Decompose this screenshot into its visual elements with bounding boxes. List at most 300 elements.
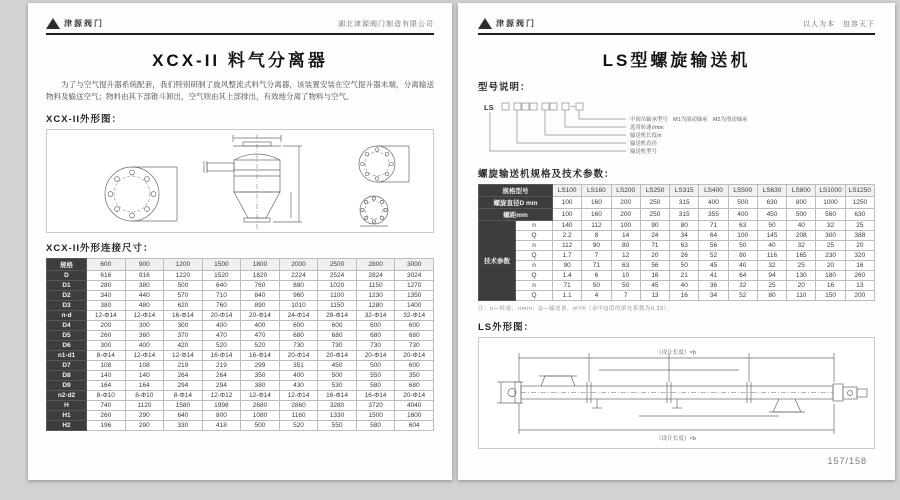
tech-value-cell: 94 [757,271,786,281]
tech-value-cell: 71 [553,281,582,291]
tech-value-cell: 41 [699,271,728,281]
table-header-row [47,258,434,270]
spec-value-cell: 630 [757,197,786,209]
dim-value-cell: 290 [125,420,164,430]
tech-value-cell: 52 [728,291,757,301]
dim-value-cell: 350 [241,370,280,380]
dim-label-cell: D [47,270,87,280]
dim-value-cell: 3720 [356,400,395,410]
dim-value-cell: 2824 [356,270,395,280]
dim-value-cell: 8-Φ14 [87,350,126,360]
spec-value-cell: LS630 [757,185,786,197]
dim-value-cell: 1230 [356,290,395,300]
size-header-cell: 1800 [241,258,280,270]
table-row [47,420,434,430]
dim-value-cell: 960 [279,290,318,300]
table-row [479,185,875,197]
tech-value-cell: 20 [845,241,874,251]
dim-value-cell: 20-Φ14 [279,350,318,360]
table-row [47,400,434,410]
dim-label-cell: D8 [47,370,87,380]
pitch-label-cell: 螺距mm [479,209,553,221]
dim-value-cell: 16-Φ14 [356,390,395,400]
dim-value-cell: 620 [164,300,203,310]
tech-value-cell: 16 [845,261,874,271]
tech-value-cell: 90 [553,261,582,271]
table-row [479,209,875,221]
dim-value-cell: 380 [241,380,280,390]
dim-value-cell: 1280 [356,300,395,310]
tech-value-cell: 12 [611,251,640,261]
dim-value-cell: 360 [125,330,164,340]
catalog-page-right [458,3,895,480]
table-row [47,370,434,380]
dim-value-cell: 1220 [164,270,203,280]
dim-value-cell: 12-Φ14 [125,310,164,320]
table-row [47,290,434,300]
dim-value-cell: 800 [202,410,241,420]
model-explain-label: 型号说明： [478,82,531,93]
table-row [479,231,875,241]
table-row [479,197,875,209]
spec-value-cell: 200 [611,197,640,209]
spec-value-cell: LS315 [670,185,699,197]
logo-triangle-icon [46,18,60,29]
dim-value-cell: 604 [395,420,434,430]
dim-value-cell: 916 [125,270,164,280]
tech-value-cell: 260 [845,271,874,281]
spec-value-cell: 315 [670,209,699,221]
tech-value-cell: 21 [670,271,699,281]
model-corner-cell: 规格型号 [479,185,553,197]
spec-value-cell: LS1000 [816,185,845,197]
spec-value-cell: 100 [553,209,582,221]
spec-value-cell: 450 [757,209,786,221]
dim-label-cell: D7 [47,360,87,370]
page-title: LS型螺旋输送机 [602,51,751,70]
dim-value-cell: 140 [87,370,126,380]
tech-value-cell: 320 [845,251,874,261]
dim-value-cell: 300 [125,320,164,330]
dim-value-cell: 400 [241,320,280,330]
spec-value-cell: 355 [699,209,728,221]
dim-label-cell: H1 [47,410,87,420]
tech-value-cell: 63 [611,261,640,271]
table-row [47,340,434,350]
tech-value-cell: 20 [640,251,669,261]
dim-value-cell: 32-Φ14 [356,310,395,320]
tech-value-cell: 100 [728,231,757,241]
tech-value-cell: 10 [611,271,640,281]
dim-value-cell: 20-Φ14 [202,310,241,320]
dim-value-cell: 890 [241,300,280,310]
tech-value-cell: 100 [611,221,640,231]
outline-drawing-label: XCX-II外形图： [46,113,122,125]
size-header-cell: 900 [125,258,164,270]
tech-value-cell: 50 [670,261,699,271]
spec-value-cell: 400 [728,209,757,221]
tech-value-cell: 230 [816,251,845,261]
dim-value-cell: 351 [279,360,318,370]
dim-value-cell: 600 [395,360,434,370]
nq-label-cell: n [516,281,553,291]
dim-value-cell: 580 [356,420,395,430]
spec-value-cell: 800 [787,197,816,209]
dim-value-cell: 12-Φ14 [279,390,318,400]
tech-value-cell: 1.7 [553,251,582,261]
dim-value-cell: 108 [125,360,164,370]
dim-value-cell: 340 [87,290,126,300]
tech-value-cell: 50 [757,221,786,231]
dim-value-cell: 20-Φ14 [395,390,434,400]
dim-value-cell: 264 [164,370,203,380]
tech-value-cell: 25 [845,221,874,231]
tech-value-cell: 90 [582,241,611,251]
spec-value-cell: LS400 [699,185,728,197]
dim-value-cell: 1998 [202,400,241,410]
spec-value-cell: 560 [816,209,845,221]
spec-value-cell: 100 [553,197,582,209]
dim-value-cell: 1820 [241,270,280,280]
tech-value-cell: 140 [553,221,582,231]
spec-value-cell: 160 [582,209,611,221]
dim-value-cell: 16-Φ14 [164,310,203,320]
dim-value-cell: 440 [125,290,164,300]
tech-value-cell: 20 [787,281,816,291]
dim-value-cell: 640 [164,410,203,420]
spec-header-cell: 规格 [47,258,87,270]
dimensions-table [46,258,434,431]
dim-value-cell: 680 [279,330,318,340]
dim-value-cell: 20-Φ14 [356,350,395,360]
table-row [479,221,875,231]
conveyor-drawing-svg [479,338,874,448]
spec-value-cell: LS200 [611,185,640,197]
dim-value-cell: 760 [241,280,280,290]
table-row [479,271,875,281]
dim-value-cell: 500 [318,370,357,380]
tech-value-cell: 110 [787,291,816,301]
dim-value-cell: 1160 [279,410,318,420]
size-header-cell: 3000 [395,258,434,270]
tech-value-cell: 165 [787,251,816,261]
dim-value-cell: 710 [202,290,241,300]
dim-value-cell: 1120 [125,400,164,410]
dim-value-cell: 164 [87,380,126,390]
dim-label-cell: n2-d2 [47,390,87,400]
dim-value-cell: 380 [125,280,164,290]
tech-value-cell: 8 [582,231,611,241]
model-code-diagram [478,97,875,159]
dim-label-cell: D2 [47,290,87,300]
tech-value-cell: 7 [582,251,611,261]
tech-value-cell: 145 [757,231,786,241]
dim-value-cell: 280 [87,280,126,290]
dim-value-cell: 20-Φ14 [395,350,434,360]
dim-label-cell: D1 [47,280,87,290]
dim-value-cell: 219 [164,360,203,370]
dim-label-cell: D9 [47,380,87,390]
dim-value-cell: 570 [164,290,203,300]
brand-name: 津源阀门 [496,19,536,28]
dim-label-cell: D4 [47,320,87,330]
tech-value-cell: 7 [611,291,640,301]
tech-value-cell: 63 [728,221,757,231]
nq-label-cell: Q [516,271,553,281]
tech-value-cell: 52 [699,251,728,261]
dim-value-cell: 300 [164,320,203,330]
nq-label-cell: Q [516,231,553,241]
model-diagram-svg [478,97,875,159]
dim-value-cell: 16-Φ14 [318,390,357,400]
dim-value-cell: 470 [241,330,280,340]
dim-value-cell: 290 [125,410,164,420]
dim-value-cell: 20-Φ14 [241,310,280,320]
dims-table-label: XCX-II外形连接尺寸： [46,242,154,254]
nq-label-cell: Q [516,291,553,301]
dim-value-cell: 418 [202,420,241,430]
design-length-top-caption: （设计长度）×b [656,350,696,356]
spec-value-cell: LS800 [787,185,816,197]
tech-value-cell: 180 [816,271,845,281]
tech-value-cell: 25 [816,241,845,251]
tech-value-cell: 14 [611,231,640,241]
slogan-text: 以人为本 包容天下 [803,21,875,28]
dim-value-cell: 12-Φ12 [202,390,241,400]
dim-value-cell: 196 [87,420,126,430]
size-header-cell: 1200 [164,258,203,270]
brand-logo [46,18,104,29]
dim-value-cell: 520 [279,420,318,430]
spec-value-cell: LS100 [553,185,582,197]
tech-value-cell: 16 [816,281,845,291]
dim-value-cell: 2860 [279,400,318,410]
dim-value-cell: 580 [356,380,395,390]
tech-value-cell: 34 [699,291,728,301]
tech-value-cell: 24 [640,231,669,241]
dim-value-cell: 264 [202,370,241,380]
table-row [47,320,434,330]
dim-value-cell: 480 [125,300,164,310]
tech-value-cell: 112 [582,221,611,231]
dim-value-cell: 330 [164,420,203,430]
dim-value-cell: 8-Φ14 [164,390,203,400]
dim-value-cell: 3280 [318,400,357,410]
spec-value-cell: 250 [640,197,669,209]
dim-value-cell: 470 [202,330,241,340]
dim-value-cell: 2224 [279,270,318,280]
dim-value-cell: 730 [318,340,357,350]
spec-value-cell: LS1250 [845,185,874,197]
page-header [478,9,875,35]
size-header-cell: 2500 [318,258,357,270]
table-row [47,410,434,420]
spec-value-cell: LS160 [582,185,611,197]
specs-table-label: 螺旋输送机规格及技术参数： [478,169,615,180]
dim-value-cell: 8-Φ10 [87,390,126,400]
tech-value-cell: 26 [670,251,699,261]
table-note: 注：n—转速，r/min；Q—输送量，m³/h（表中Q值的填充系数为0.33）。 [478,306,673,312]
model-item-speed: 选用转速r/min [630,125,664,131]
dim-value-cell: 2524 [318,270,357,280]
tech-value-cell: 388 [845,231,874,241]
spec-value-cell: 250 [640,209,669,221]
table-row [479,281,875,291]
table-row [479,261,875,271]
dim-value-cell: 294 [164,380,203,390]
intro-paragraph: 为了与空气提升器系统配套，我们特别研制了旋风整流式料气分离器，该装置安装在空气提升器末端，分离输送物料及输送空气；物料由其下部锥斗卸出，空气则由其上部排出，有效地分离了物料与空气。 [46,80,434,102]
spec-value-cell: 315 [670,197,699,209]
model-item-type: 输送机型号 [630,149,657,155]
table-row [47,360,434,370]
tech-value-cell: 13 [640,291,669,301]
dim-value-cell: 260 [87,330,126,340]
tech-value-cell: 13 [845,281,874,291]
dim-value-cell: 840 [241,290,280,300]
tech-value-cell: 25 [787,261,816,271]
spec-value-cell: 200 [611,209,640,221]
dim-value-cell: 500 [241,420,280,430]
dim-label-cell: D3 [47,300,87,310]
tech-value-cell: 50 [728,241,757,251]
dim-value-cell: 164 [125,380,164,390]
page-header [46,9,434,35]
dim-value-cell: 530 [318,380,357,390]
table-row [479,241,875,251]
nq-label-cell: Q [516,251,553,261]
tech-value-cell: 40 [757,241,786,251]
logo-triangle-icon [478,18,492,29]
dim-value-cell: 380 [87,300,126,310]
table-row [47,310,434,320]
dim-value-cell: 450 [318,360,357,370]
ls-outline-label: LS外形图： [478,322,535,333]
tech-value-cell: 34 [670,231,699,241]
dim-value-cell: 1500 [356,410,395,420]
dim-value-cell: 430 [279,380,318,390]
dim-value-cell: 600 [318,320,357,330]
spec-value-cell: 1250 [845,197,874,209]
tech-value-cell: 45 [699,261,728,271]
diameter-label-cell: 螺旋直径D mm [479,197,553,209]
tech-value-cell: 40 [787,221,816,231]
tech-value-cell: 71 [582,261,611,271]
dim-value-cell: 1520 [202,270,241,280]
tech-value-cell: 64 [728,271,757,281]
table-row [479,251,875,261]
tech-value-cell: 116 [757,251,786,261]
dim-value-cell: 350 [395,370,434,380]
dim-value-cell: 600 [279,320,318,330]
dim-value-cell: 520 [202,340,241,350]
dim-value-cell: 12-Φ14 [87,310,126,320]
tech-value-cell: 56 [640,261,669,271]
spec-value-cell: 1000 [816,197,845,209]
dim-value-cell: 12-Φ14 [125,350,164,360]
dim-value-cell: 400 [279,370,318,380]
nq-label-cell: n [516,261,553,271]
conveyor-outline-drawing [478,337,875,449]
dim-value-cell: 680 [395,380,434,390]
dim-value-cell: 16-Φ14 [241,350,280,360]
tech-value-cell: 150 [816,291,845,301]
dim-value-cell: 1150 [356,280,395,290]
dim-value-cell: 1020 [318,280,357,290]
tech-value-cell: 32 [816,221,845,231]
brand-logo [478,18,536,29]
dim-value-cell: 2680 [241,400,280,410]
size-header-cell: 2000 [279,258,318,270]
dim-value-cell: 600 [356,320,395,330]
model-item-length: 输送机长度m [630,133,662,139]
dim-value-cell: 550 [356,370,395,380]
spec-value-cell: LS500 [728,185,757,197]
table-row [47,330,434,340]
size-header-cell: 600 [87,258,126,270]
dim-value-cell: 12-Φ14 [164,350,203,360]
dim-value-cell: 600 [395,320,434,330]
tech-value-cell: 300 [816,231,845,241]
dim-value-cell: 260 [87,410,126,420]
tech-value-cell: 32 [728,281,757,291]
table-row [47,300,434,310]
dim-value-cell: 730 [279,340,318,350]
tech-value-cell: 71 [640,241,669,251]
model-item-bearing: 中间吊轴承型号 M1为滚动轴承 M2为滑动轴承 [630,117,748,123]
tech-value-cell: 90 [640,221,669,231]
tech-params-label-cell: 技术参数 [479,221,516,301]
tech-value-cell: 200 [845,291,874,301]
dim-value-cell: 24-Φ14 [279,310,318,320]
dim-value-cell: 1350 [395,290,434,300]
dim-value-cell: 400 [202,320,241,330]
tech-value-cell: 80 [670,221,699,231]
separator-drawing-svg [47,130,433,232]
tech-value-cell: 32 [757,261,786,271]
dim-label-cell: D5 [47,330,87,340]
dim-value-cell: 680 [318,330,357,340]
tech-value-cell: 40 [728,261,757,271]
dim-value-cell: 300 [87,340,126,350]
tech-value-cell: 16 [640,271,669,281]
model-item-diameter: 输送机直径 [630,141,657,147]
tech-value-cell: 2.2 [553,231,582,241]
tech-value-cell: 32 [787,241,816,251]
tech-value-cell: 4 [582,291,611,301]
tech-value-cell: 71 [699,221,728,231]
dim-value-cell: 1270 [395,280,434,290]
tech-value-cell: 130 [787,271,816,281]
spec-value-cell: 500 [728,197,757,209]
dim-value-cell: 400 [125,340,164,350]
dim-label-cell: n-d [47,310,87,320]
dim-value-cell: 730 [395,340,434,350]
table-row [47,390,434,400]
dim-value-cell: 219 [202,360,241,370]
dim-value-cell: 12-Φ14 [241,390,280,400]
page-title: XCX-II 料气分离器 [152,51,328,70]
tech-value-cell: 80 [728,251,757,261]
dim-label-cell: H [47,400,87,410]
tech-value-cell: 80 [611,241,640,251]
size-header-cell: 2800 [356,258,395,270]
page-number: 157/158 [827,456,867,466]
tech-value-cell: 56 [699,241,728,251]
dim-value-cell: 500 [164,280,203,290]
dim-label-cell: D6 [47,340,87,350]
tech-value-cell: 20 [816,261,845,271]
dim-value-cell: 1580 [164,400,203,410]
